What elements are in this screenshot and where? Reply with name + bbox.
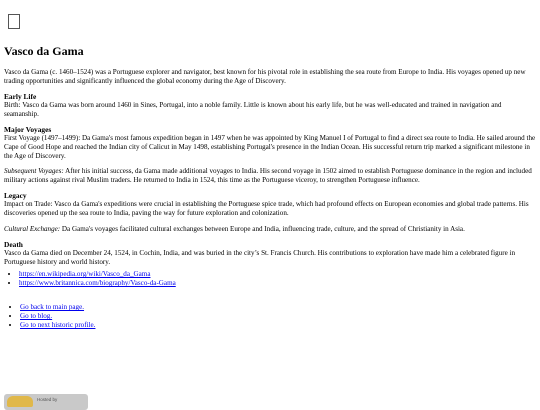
list-item — [19, 279, 536, 288]
reference-link-britannica[interactable]: https://www.britannica.com/biography/Vasco-da-Gama — [19, 279, 176, 288]
early-life-text: Birth: Vasco da Gama was born around 1460 in Sines, Portugal, into a noble family. Little is known about his early life, but he was well-educated and trained in navigation and seamanship. — [4, 101, 502, 118]
death-section — [4, 240, 536, 266]
navigation-list — [4, 303, 536, 330]
hosting-badge-text: Hosted by — [37, 397, 58, 402]
early-life-heading: Early Life — [4, 92, 37, 102]
legacy-heading: Legacy — [4, 191, 27, 201]
legacy-section — [4, 191, 536, 233]
legacy-text: Impact on Trade: Vasco da Gama's expeditions were crucial in establishing the Portuguese spice trade, which had profound effects on European economies and global trade patterns. His discoveries opened up the sea route to India, paving the way for future exploration and colonization. — [4, 200, 529, 217]
subsequent-voyages-paragraph — [4, 167, 536, 184]
cultural-exchange-label: Cultural Exchange: — [4, 224, 61, 233]
subsequent-voyages-text: After his initial success, da Gama made additional voyages to India. His second voyage in 1502 aimed to establish Portuguese dominance in the region and included military actions against rival Muslim traders. He returned to India in 1524, this time as the Portuguese viceroy, to strengthen Portuguese influence. — [4, 167, 532, 184]
blog-link[interactable]: Go to blog. — [20, 312, 53, 321]
intro-paragraph: Vasco da Gama (c. 1460–1524) was a Portuguese explorer and navigator, best known for his pivotal role in establishing the sea route from Europe to India. His voyages opened up new trading opportunities and significantly influenced the global economy during the Age of Discovery. — [4, 68, 526, 85]
major-voyages-heading: Major Voyages — [4, 125, 52, 135]
references-list — [4, 270, 536, 288]
death-text: Vasco da Gama died on December 24, 1524, in Cochin, India, and was buried in the city’s St. Francis Church. His contributions to exploration have made him a celebrated figure in Portuguese history and world history. — [4, 249, 516, 266]
first-voyage-text: First Voyage (1497–1499): Da Gama's most famous expedition began in 1497 when he was appointed by King Manuel I of Portugal to find a direct sea route to India. He sailed around the Cape of Good Hope and reached the Indian city of Calicut in May 1498, establishing Portugal's presence in the Indian Ocean. His successful return trip marked a significant milestone in the Age of Discovery. — [4, 134, 536, 160]
death-heading: Death — [4, 240, 23, 250]
reference-link-wikipedia[interactable]: https://en.wikipedia.org/wiki/Vasco_da_Gama — [19, 270, 151, 279]
list-item — [20, 321, 536, 330]
early-life-section — [4, 92, 536, 118]
page-title: Vasco da Gama — [4, 44, 84, 58]
list-item — [20, 303, 536, 312]
hosting-badge[interactable] — [4, 394, 88, 410]
hosting-logo-icon — [7, 396, 33, 407]
next-profile-link[interactable]: Go to next historic profile. — [20, 321, 96, 330]
list-item — [20, 312, 536, 321]
major-voyages-section — [4, 125, 536, 184]
cultural-exchange-text: Da Gama's voyages facilitated cultural exchanges between Europe and India, influencing trade, culture, and the spread of Christianity in Asia. — [60, 224, 465, 233]
subsequent-voyages-label: Subsequent Voyages: — [4, 167, 64, 176]
main-page-link[interactable]: Go back to main page. — [20, 303, 85, 312]
list-item — [19, 270, 536, 279]
cultural-exchange-paragraph — [4, 225, 536, 234]
broken-image-icon — [8, 14, 20, 29]
